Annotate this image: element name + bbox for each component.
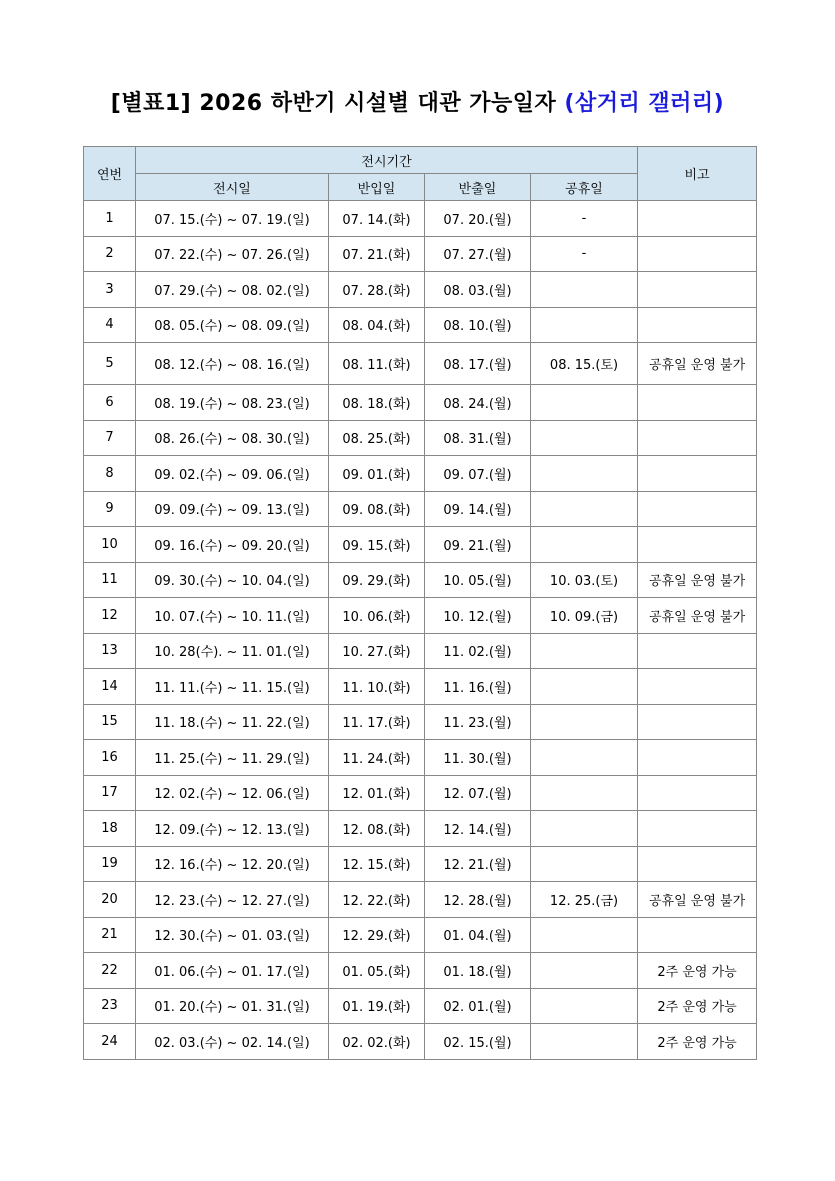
exhibit-dates: 09. 30.(수) ~ 10. 04.(일): [136, 562, 329, 598]
exhibit-dates: 08. 26.(수) ~ 08. 30.(일): [136, 420, 329, 456]
header-no: 연번: [84, 147, 136, 201]
exhibit-dates: 07. 15.(수) ~ 07. 19.(일): [136, 201, 329, 237]
availability-table: [83, 146, 757, 1060]
row-no: 24: [84, 1024, 136, 1060]
note: 공휴일 운영 불가: [638, 343, 757, 385]
exhibit-dates: 12. 30.(수) ~ 01. 03.(일): [136, 917, 329, 953]
load-in-date: 08. 04.(화): [329, 307, 425, 343]
load-out-date: 11. 23.(월): [425, 704, 531, 740]
load-in-date: 09. 15.(화): [329, 527, 425, 563]
row-no: 11: [84, 562, 136, 598]
table-row: [84, 491, 757, 527]
exhibit-dates: 08. 19.(수) ~ 08. 23.(일): [136, 385, 329, 421]
exhibit-dates: 12. 23.(수) ~ 12. 27.(일): [136, 882, 329, 918]
row-no: 21: [84, 917, 136, 953]
exhibit-dates: 02. 03.(수) ~ 02. 14.(일): [136, 1024, 329, 1060]
row-no: 3: [84, 272, 136, 308]
note: 공휴일 운영 불가: [638, 562, 757, 598]
load-in-date: 12. 22.(화): [329, 882, 425, 918]
holiday-date: 10. 09.(금): [531, 598, 638, 634]
holiday-date: -: [531, 201, 638, 237]
load-out-date: 01. 04.(월): [425, 917, 531, 953]
note: [638, 385, 757, 421]
table-row: [84, 882, 757, 918]
exhibit-dates: 11. 25.(수) ~ 11. 29.(일): [136, 740, 329, 776]
header-load-out: 반출일: [425, 174, 531, 201]
load-out-date: 01. 18.(월): [425, 953, 531, 989]
load-in-date: 08. 11.(화): [329, 343, 425, 385]
row-no: 6: [84, 385, 136, 421]
note: [638, 307, 757, 343]
page-title: [0, 86, 835, 117]
load-in-date: 01. 19.(화): [329, 988, 425, 1024]
row-no: 5: [84, 343, 136, 385]
exhibit-dates: 07. 29.(수) ~ 08. 02.(일): [136, 272, 329, 308]
note: [638, 704, 757, 740]
holiday-date: [531, 740, 638, 776]
holiday-date: [531, 385, 638, 421]
note: 공휴일 운영 불가: [638, 882, 757, 918]
table-row: [84, 988, 757, 1024]
holiday-date: [531, 420, 638, 456]
table-body: [84, 201, 757, 1060]
note: [638, 633, 757, 669]
header-holiday: 공휴일: [531, 174, 638, 201]
note: 2주 운영 가능: [638, 1024, 757, 1060]
row-no: 4: [84, 307, 136, 343]
row-no: 17: [84, 775, 136, 811]
table-row: [84, 846, 757, 882]
holiday-date: [531, 846, 638, 882]
row-no: 15: [84, 704, 136, 740]
holiday-date: [531, 917, 638, 953]
table-row: [84, 953, 757, 989]
note: [638, 272, 757, 308]
load-out-date: 08. 17.(월): [425, 343, 531, 385]
table-row: [84, 236, 757, 272]
table-row: [84, 307, 757, 343]
load-out-date: 12. 28.(월): [425, 882, 531, 918]
exhibit-dates: 10. 28(수). ~ 11. 01.(일): [136, 633, 329, 669]
load-in-date: 12. 15.(화): [329, 846, 425, 882]
table-row: [84, 917, 757, 953]
note: [638, 811, 757, 847]
exhibit-dates: 09. 09.(수) ~ 09. 13.(일): [136, 491, 329, 527]
row-no: 16: [84, 740, 136, 776]
holiday-date: [531, 1024, 638, 1060]
header-load-in: 반입일: [329, 174, 425, 201]
row-no: 13: [84, 633, 136, 669]
holiday-date: [531, 527, 638, 563]
holiday-date: [531, 491, 638, 527]
holiday-date: [531, 456, 638, 492]
table-row: [84, 704, 757, 740]
holiday-date: 12. 25.(금): [531, 882, 638, 918]
load-in-date: 11. 24.(화): [329, 740, 425, 776]
table-row: [84, 562, 757, 598]
table-row: [84, 272, 757, 308]
load-in-date: 09. 29.(화): [329, 562, 425, 598]
load-out-date: 11. 02.(월): [425, 633, 531, 669]
load-in-date: 02. 02.(화): [329, 1024, 425, 1060]
note: [638, 491, 757, 527]
table-row: [84, 740, 757, 776]
exhibit-dates: 08. 12.(수) ~ 08. 16.(일): [136, 343, 329, 385]
header-note: 비고: [638, 147, 757, 201]
table-row: [84, 201, 757, 237]
load-out-date: 11. 16.(월): [425, 669, 531, 705]
header-period: 전시기간: [136, 147, 638, 174]
load-in-date: 12. 08.(화): [329, 811, 425, 847]
exhibit-dates: 07. 22.(수) ~ 07. 26.(일): [136, 236, 329, 272]
exhibit-dates: 01. 06.(수) ~ 01. 17.(일): [136, 953, 329, 989]
load-in-date: 09. 08.(화): [329, 491, 425, 527]
load-in-date: 07. 14.(화): [329, 201, 425, 237]
load-out-date: 07. 27.(월): [425, 236, 531, 272]
table-row: [84, 811, 757, 847]
holiday-date: [531, 633, 638, 669]
load-in-date: 08. 18.(화): [329, 385, 425, 421]
load-out-date: 08. 10.(월): [425, 307, 531, 343]
row-no: 14: [84, 669, 136, 705]
holiday-date: -: [531, 236, 638, 272]
row-no: 19: [84, 846, 136, 882]
row-no: 7: [84, 420, 136, 456]
load-out-date: 10. 05.(월): [425, 562, 531, 598]
holiday-date: [531, 811, 638, 847]
note: [638, 669, 757, 705]
note: [638, 740, 757, 776]
row-no: 23: [84, 988, 136, 1024]
note: 공휴일 운영 불가: [638, 598, 757, 634]
row-no: 9: [84, 491, 136, 527]
note: [638, 917, 757, 953]
table-row: [84, 669, 757, 705]
row-no: 1: [84, 201, 136, 237]
load-out-date: 09. 21.(월): [425, 527, 531, 563]
load-out-date: 10. 12.(월): [425, 598, 531, 634]
table-row: [84, 456, 757, 492]
header-exhibit: 전시일: [136, 174, 329, 201]
table-row: [84, 420, 757, 456]
load-out-date: 12. 07.(월): [425, 775, 531, 811]
note: [638, 846, 757, 882]
load-out-date: 12. 21.(월): [425, 846, 531, 882]
load-out-date: 11. 30.(월): [425, 740, 531, 776]
exhibit-dates: 01. 20.(수) ~ 01. 31.(일): [136, 988, 329, 1024]
title-main: [별표1] 2026 하반기 시설별 대관 가능일자: [110, 91, 565, 116]
load-out-date: 08. 31.(월): [425, 420, 531, 456]
load-in-date: 07. 21.(화): [329, 236, 425, 272]
load-in-date: 11. 10.(화): [329, 669, 425, 705]
note: 2주 운영 가능: [638, 953, 757, 989]
exhibit-dates: 10. 07.(수) ~ 10. 11.(일): [136, 598, 329, 634]
holiday-date: [531, 775, 638, 811]
holiday-date: [531, 953, 638, 989]
load-in-date: 10. 06.(화): [329, 598, 425, 634]
load-out-date: 02. 15.(월): [425, 1024, 531, 1060]
holiday-date: [531, 272, 638, 308]
row-no: 20: [84, 882, 136, 918]
note: [638, 236, 757, 272]
holiday-date: 08. 15.(토): [531, 343, 638, 385]
note: [638, 201, 757, 237]
load-out-date: 08. 24.(월): [425, 385, 531, 421]
load-out-date: 08. 03.(월): [425, 272, 531, 308]
exhibit-dates: 09. 16.(수) ~ 09. 20.(일): [136, 527, 329, 563]
load-out-date: 09. 14.(월): [425, 491, 531, 527]
row-no: 2: [84, 236, 136, 272]
table-row: [84, 385, 757, 421]
load-in-date: 09. 01.(화): [329, 456, 425, 492]
exhibit-dates: 12. 02.(수) ~ 12. 06.(일): [136, 775, 329, 811]
load-in-date: 01. 05.(화): [329, 953, 425, 989]
holiday-date: [531, 988, 638, 1024]
load-out-date: 12. 14.(월): [425, 811, 531, 847]
holiday-date: [531, 704, 638, 740]
row-no: 8: [84, 456, 136, 492]
title-venue: (삼거리 갤러리): [564, 91, 725, 116]
holiday-date: [531, 307, 638, 343]
holiday-date: [531, 669, 638, 705]
load-out-date: 07. 20.(월): [425, 201, 531, 237]
table-row: [84, 1024, 757, 1060]
note: [638, 775, 757, 811]
table-row: [84, 775, 757, 811]
load-in-date: 12. 29.(화): [329, 917, 425, 953]
load-in-date: 11. 17.(화): [329, 704, 425, 740]
row-no: 22: [84, 953, 136, 989]
exhibit-dates: 11. 11.(수) ~ 11. 15.(일): [136, 669, 329, 705]
holiday-date: 10. 03.(토): [531, 562, 638, 598]
exhibit-dates: 12. 09.(수) ~ 12. 13.(일): [136, 811, 329, 847]
load-in-date: 08. 25.(화): [329, 420, 425, 456]
load-out-date: 09. 07.(월): [425, 456, 531, 492]
load-in-date: 12. 01.(화): [329, 775, 425, 811]
note: [638, 527, 757, 563]
note: 2주 운영 가능: [638, 988, 757, 1024]
table-row: [84, 343, 757, 385]
note: [638, 420, 757, 456]
load-in-date: 07. 28.(화): [329, 272, 425, 308]
row-no: 18: [84, 811, 136, 847]
row-no: 10: [84, 527, 136, 563]
table-row: [84, 527, 757, 563]
exhibit-dates: 09. 02.(수) ~ 09. 06.(일): [136, 456, 329, 492]
load-out-date: 02. 01.(월): [425, 988, 531, 1024]
load-in-date: 10. 27.(화): [329, 633, 425, 669]
exhibit-dates: 08. 05.(수) ~ 08. 09.(일): [136, 307, 329, 343]
row-no: 12: [84, 598, 136, 634]
table-row: [84, 598, 757, 634]
table-row: [84, 633, 757, 669]
exhibit-dates: 11. 18.(수) ~ 11. 22.(일): [136, 704, 329, 740]
exhibit-dates: 12. 16.(수) ~ 12. 20.(일): [136, 846, 329, 882]
note: [638, 456, 757, 492]
